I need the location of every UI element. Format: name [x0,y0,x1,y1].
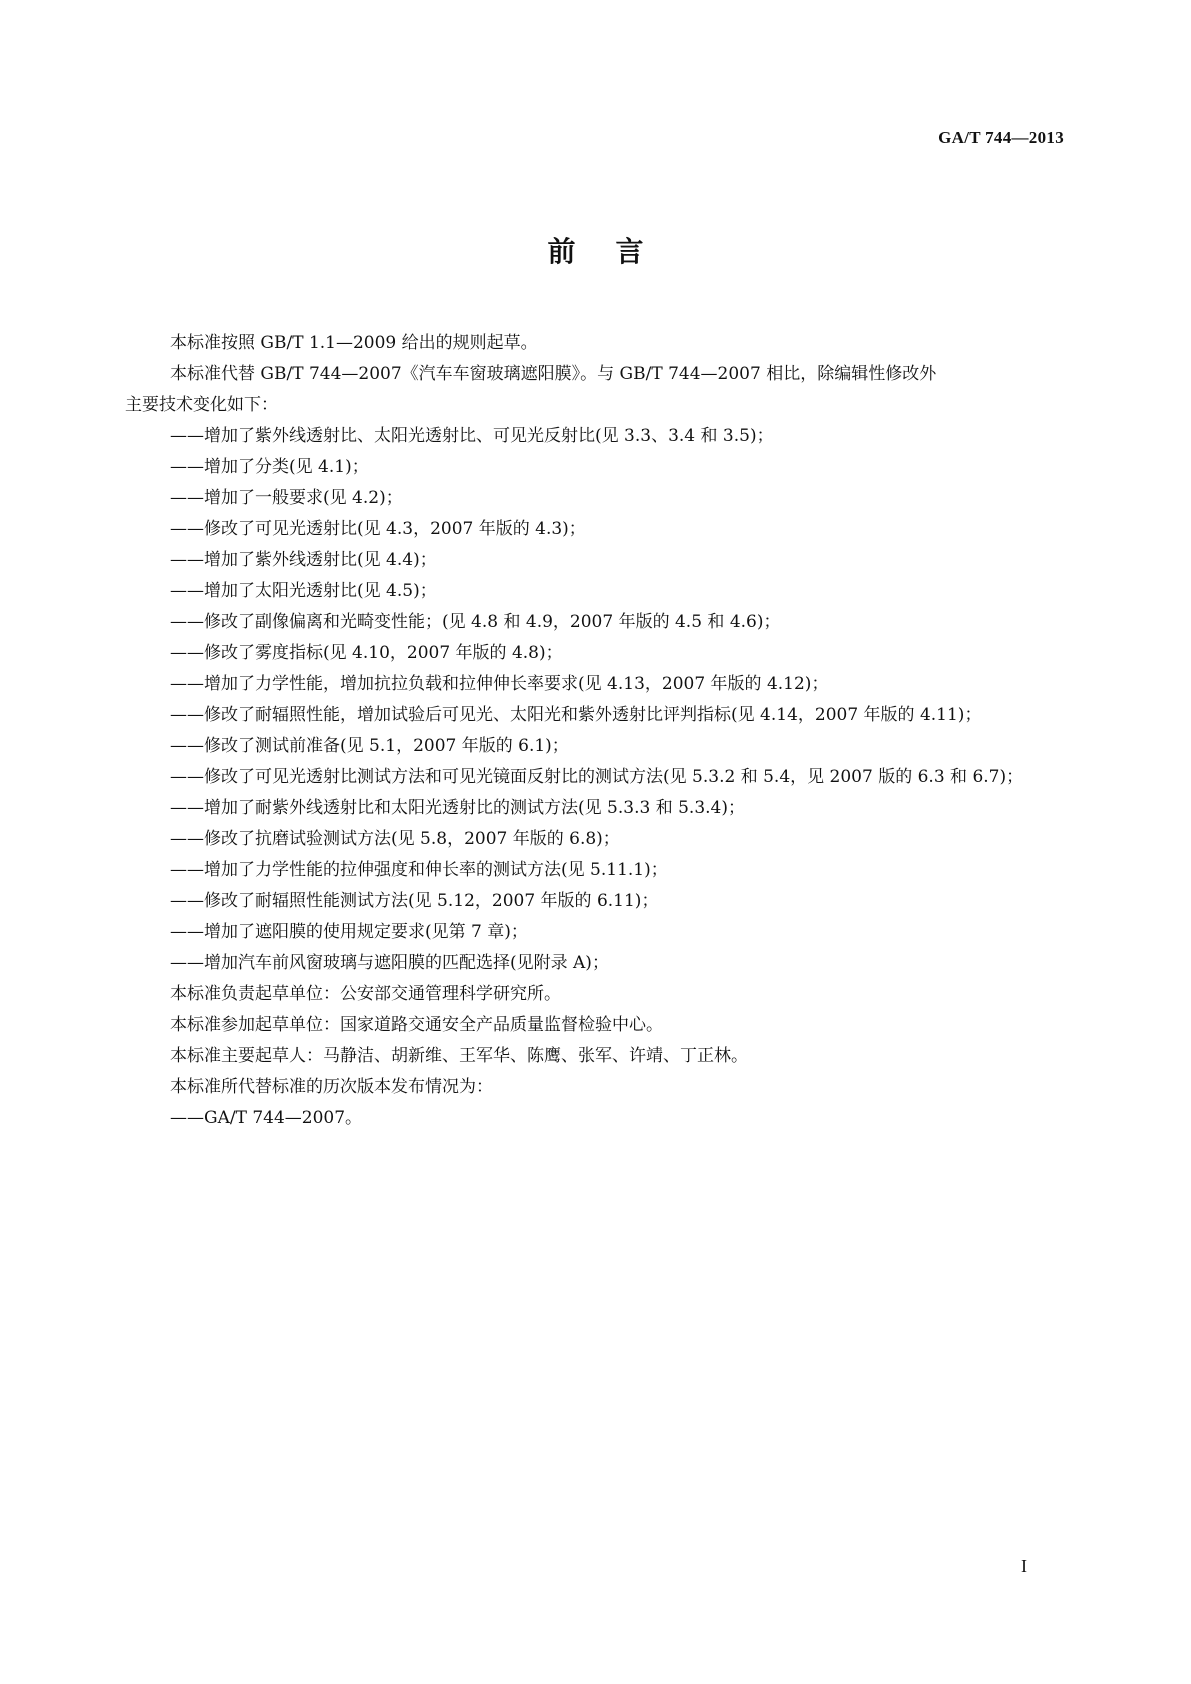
change-item: ——修改了耐辐照性能测试方法(见 5.12，2007 年版的 6.11)； [170,891,659,911]
document-number: GA/T 744—2013 [938,128,1064,147]
intro-line: 主要技术变化如下： [125,395,278,415]
history-item: ——GA/T 744—2007。 [170,1108,363,1128]
change-item: ——修改了可见光透射比测试方法和可见光镜面反射比的测试方法(见 5.3.2 和 5.4，见 2007 版的 6.3 和 6.7)； [170,767,1024,787]
change-item: ——修改了抗磨试验测试方法(见 5.8，2007 年版的 6.8)； [170,829,620,849]
change-item: ——增加了遮阳膜的使用规定要求(见第 7 章)； [170,922,528,942]
closing-line: 本标准所代替标准的历次版本发布情况为： [170,1077,493,1097]
intro-line: 本标准代替 GB/T 744—2007《汽车车窗玻璃遮阳膜》。与 GB/T 744—2007 相比，除编辑性修改外 [170,364,937,384]
change-item: ——增加了太阳光透射比(见 4.5)； [170,581,437,601]
change-item: ——增加了力学性能，增加抗拉负载和拉伸伸长率要求(见 4.13，2007 年版的 4.12)； [170,674,829,694]
closing-line: 本标准参加起草单位：国家道路交通安全产品质量监督检验中心。 [170,1015,663,1035]
change-item: ——修改了测试前准备(见 5.1，2007 年版的 6.1)； [170,736,569,756]
closing-line: 本标准主要起草人：马静洁、胡新维、王军华、陈鹰、张军、许靖、丁正林。 [170,1046,748,1066]
change-item: ——修改了可见光透射比(见 4.3，2007 年版的 4.3)； [170,519,586,539]
change-item: ——增加了一般要求(见 4.2)； [170,488,403,508]
change-item: ——增加了力学性能的拉伸强度和伸长率的测试方法(见 5.11.1)； [170,860,668,880]
intro-line: 本标准按照 GB/T 1.1—2009 给出的规则起草。 [170,333,538,353]
change-item: ——修改了耐辐照性能，增加试验后可见光、太阳光和紫外透射比评判指标(见 4.14，2007 年版的 4.11)； [170,705,982,725]
page-title: 前言 [547,235,684,268]
change-item: ——增加了耐紫外线透射比和太阳光透射比的测试方法(见 5.3.3 和 5.3.4)； [170,798,745,818]
change-item: ——修改了副像偏离和光畸变性能；(见 4.8 和 4.9，2007 年版的 4.5 和 4.6)； [170,612,781,632]
page-number: I [1021,1556,1027,1576]
change-item: ——增加了紫外线透射比、太阳光透射比、可见光反射比(见 3.3、3.4 和 3.5)； [170,426,774,446]
change-item: ——增加了分类(见 4.1)； [170,457,369,477]
change-item: ——修改了雾度指标(见 4.10，2007 年版的 4.8)； [170,643,563,663]
change-item: ——增加汽车前风窗玻璃与遮阳膜的匹配选择(见附录 A)； [170,953,609,973]
foreword-body [125,328,1064,1134]
closing-line: 本标准负责起草单位：公安部交通管理科学研究所。 [170,984,561,1004]
change-item: ——增加了紫外线透射比(见 4.4)； [170,550,437,570]
